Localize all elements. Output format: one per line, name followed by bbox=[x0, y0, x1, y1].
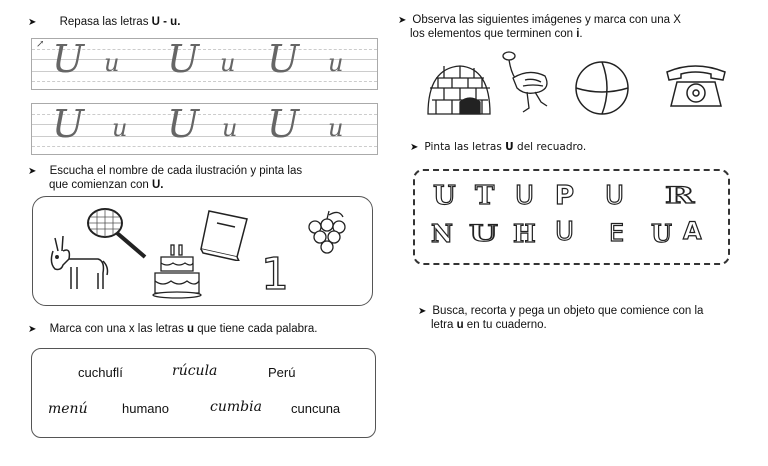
racket-icon bbox=[83, 203, 153, 263]
instruction-listen-line2 bbox=[49, 178, 163, 192]
arrow-bullet-icon: ➤ bbox=[28, 166, 37, 177]
instruction-text: Repasa las letras bbox=[59, 16, 152, 28]
arrow-bullet-icon: ➤ bbox=[28, 324, 37, 335]
tracing-letter: u bbox=[112, 114, 128, 142]
arrow-bullet-icon: ➤ bbox=[410, 142, 419, 153]
instruction-bold: U bbox=[505, 141, 514, 153]
letter-u: U bbox=[469, 221, 498, 247]
ball-icon bbox=[572, 60, 632, 116]
letter-a: A bbox=[683, 217, 702, 245]
instruction-text: Marca con una x las letras bbox=[49, 323, 188, 335]
words-box bbox=[31, 348, 376, 438]
word-cuncuna: cuncuna bbox=[291, 401, 341, 416]
tracing-letter: u bbox=[328, 49, 344, 77]
tracing-band-1 bbox=[31, 38, 378, 90]
word-humano: humano bbox=[122, 401, 169, 416]
arrow-bullet-icon: ➤ bbox=[28, 17, 37, 28]
word-rucula: rúcula bbox=[172, 363, 218, 379]
letter-n: N bbox=[431, 219, 453, 248]
instruction-search-line2 bbox=[431, 318, 547, 332]
instruction-observe bbox=[398, 13, 681, 28]
instruction-bold: i bbox=[576, 28, 580, 40]
start-mark-icon: ↗ bbox=[36, 39, 45, 50]
cake-icon bbox=[151, 241, 203, 299]
instruction-mark bbox=[28, 322, 317, 337]
grapes-icon bbox=[305, 209, 349, 267]
tracing-letter: u bbox=[328, 114, 344, 142]
instruction-text: en tu cuaderno. bbox=[463, 319, 547, 331]
word-cuchufli: cuchuflí bbox=[78, 365, 123, 380]
tracing-letter: u bbox=[220, 49, 236, 77]
instruction-tracing bbox=[28, 15, 180, 30]
word-peru: Perú bbox=[268, 365, 296, 380]
letter-u: U bbox=[651, 219, 672, 248]
instruction-text: Busca, recorta y pega un objeto que comience con la bbox=[432, 305, 704, 317]
letter-r: R bbox=[665, 183, 695, 209]
word-menu: menú bbox=[48, 401, 88, 417]
instruction-text: que tiene cada palabra. bbox=[194, 323, 318, 335]
telephone-icon bbox=[665, 62, 727, 110]
instruction-text: que comienzan con bbox=[49, 179, 152, 191]
letter-u: U bbox=[555, 217, 575, 247]
igloo-icon bbox=[424, 60, 494, 118]
instruction-listen bbox=[28, 164, 302, 179]
illustrations-box bbox=[32, 196, 373, 306]
letter-u: U bbox=[605, 181, 625, 211]
letter-u: U bbox=[515, 181, 535, 211]
instruction-search bbox=[418, 304, 703, 319]
tracing-letter: U bbox=[52, 37, 85, 81]
instruction-text: los elementos que terminen con bbox=[410, 28, 577, 40]
letter-t: T bbox=[475, 181, 495, 211]
tracing-band-2 bbox=[31, 103, 378, 155]
tracing-letter: U bbox=[267, 102, 300, 146]
instruction-bold: U - u. bbox=[151, 16, 181, 28]
tracing-letter: U bbox=[267, 37, 300, 81]
letter-e: E bbox=[609, 219, 625, 247]
letter-u: U bbox=[433, 181, 456, 211]
instruction-bold: u bbox=[456, 319, 464, 331]
instruction-bold: U. bbox=[151, 179, 164, 191]
instruction-text: del recuadro. bbox=[513, 141, 587, 153]
tracing-letter: u bbox=[104, 49, 120, 77]
word-cumbia: cumbia bbox=[210, 399, 262, 415]
instruction-observe-line2 bbox=[410, 27, 583, 41]
tracing-letter: u bbox=[222, 114, 238, 142]
instruction-text: Pinta las letras bbox=[424, 141, 506, 153]
letter-p: P bbox=[555, 181, 575, 211]
instruction-paint bbox=[410, 140, 586, 155]
instruction-text: Escucha el nombre de cada ilustración y pinta las bbox=[49, 165, 303, 177]
book-icon bbox=[197, 207, 253, 261]
instruction-text: . bbox=[579, 28, 583, 40]
instruction-text: Observa las siguientes imágenes y marca con una X bbox=[412, 14, 681, 26]
instruction-text: letra bbox=[431, 319, 457, 331]
letters-box bbox=[413, 169, 730, 265]
numeral-one: 1 bbox=[261, 249, 289, 300]
arrow-bullet-icon: ➤ bbox=[398, 15, 407, 26]
arrow-bullet-icon: ➤ bbox=[418, 306, 427, 317]
instruction-bold: u bbox=[187, 323, 195, 335]
letter-h: H bbox=[513, 219, 536, 248]
tracing-letter: U bbox=[52, 102, 85, 146]
ostrich-icon bbox=[499, 50, 555, 114]
tracing-letter: U bbox=[167, 37, 200, 81]
tracing-letter: U bbox=[167, 102, 200, 146]
